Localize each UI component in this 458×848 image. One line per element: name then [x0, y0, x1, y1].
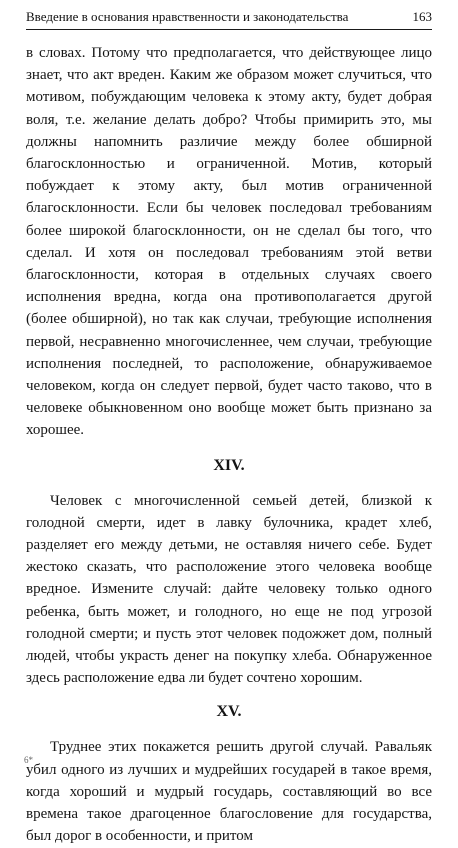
signature-mark: 6*	[24, 755, 33, 765]
section-heading-xv: XV.	[216, 703, 242, 721]
section-heading-xiv: XIV.	[213, 456, 245, 474]
running-head	[26, 8, 432, 26]
paragraph-continued: в словах. Потому что предполагается, что действующее лицо знает, что акт вреден. Каким же образом может случиться, что мотивом, побуждающим человека к этому акту, будет добрая воля, т.е. желание делать добро? Чтобы примирить это, мы должны напомнить различие между более обширной благосклонностью и ограниченной. Мотив, который побуждает к этому акту, был мотив ограниченной благосклонности. Если бы человек последовал требованиям более широкой благосклонности, он не сделал бы того, что сделал. И хотя он последовал требованиям этой ветви благосклонности, которая в отдельных случаях своего исполнения вредна, когда она противополагается другой (более обширной), но так как случаи, требующие исполнения первой, несравненно многочисленнее, чем случаи, требующие исполнения последней, то расположение, обнаруживаемое человеком, когда он следует первой, будет часто таково, что в человеке обыкновенном оно вообще может быть признано за хорошее.	[26, 45, 432, 439]
paragraph-xiv: Человек с многочисленной семьей детей, близкой к голодной смерти, идет в лавку булочника, крадет хлеб, разделяет его между детьми, не оставляя ничего себе. Будет жестоко сказать, что расположение этого человека вообще вредное. Измените случай: дайте человеку только одного ребенка, быть может, и голодного, но еще не под угрозой голодной смерти; и пусть этот человек подожжет дом, полный людей, чтобы украсть денег на покупку хлеба. Обнаруженное здесь расположение едва ли будет сочтено хорошим.	[26, 492, 432, 687]
running-head-title: Введение в основания нравственности и законодательства	[26, 9, 349, 24]
header-rule	[26, 29, 432, 30]
page-number: 163	[412, 9, 432, 24]
page-body	[26, 42, 432, 848]
paragraph-xv: Труднее этих покажется решить другой случай. Равальяк убил одного из лучших и мудрейших государей в такое время, когда хороший и мудрый государь, составляющий во все времена такое драгоценное благословение для государства, был дорог в особенности, и притом	[26, 739, 432, 845]
